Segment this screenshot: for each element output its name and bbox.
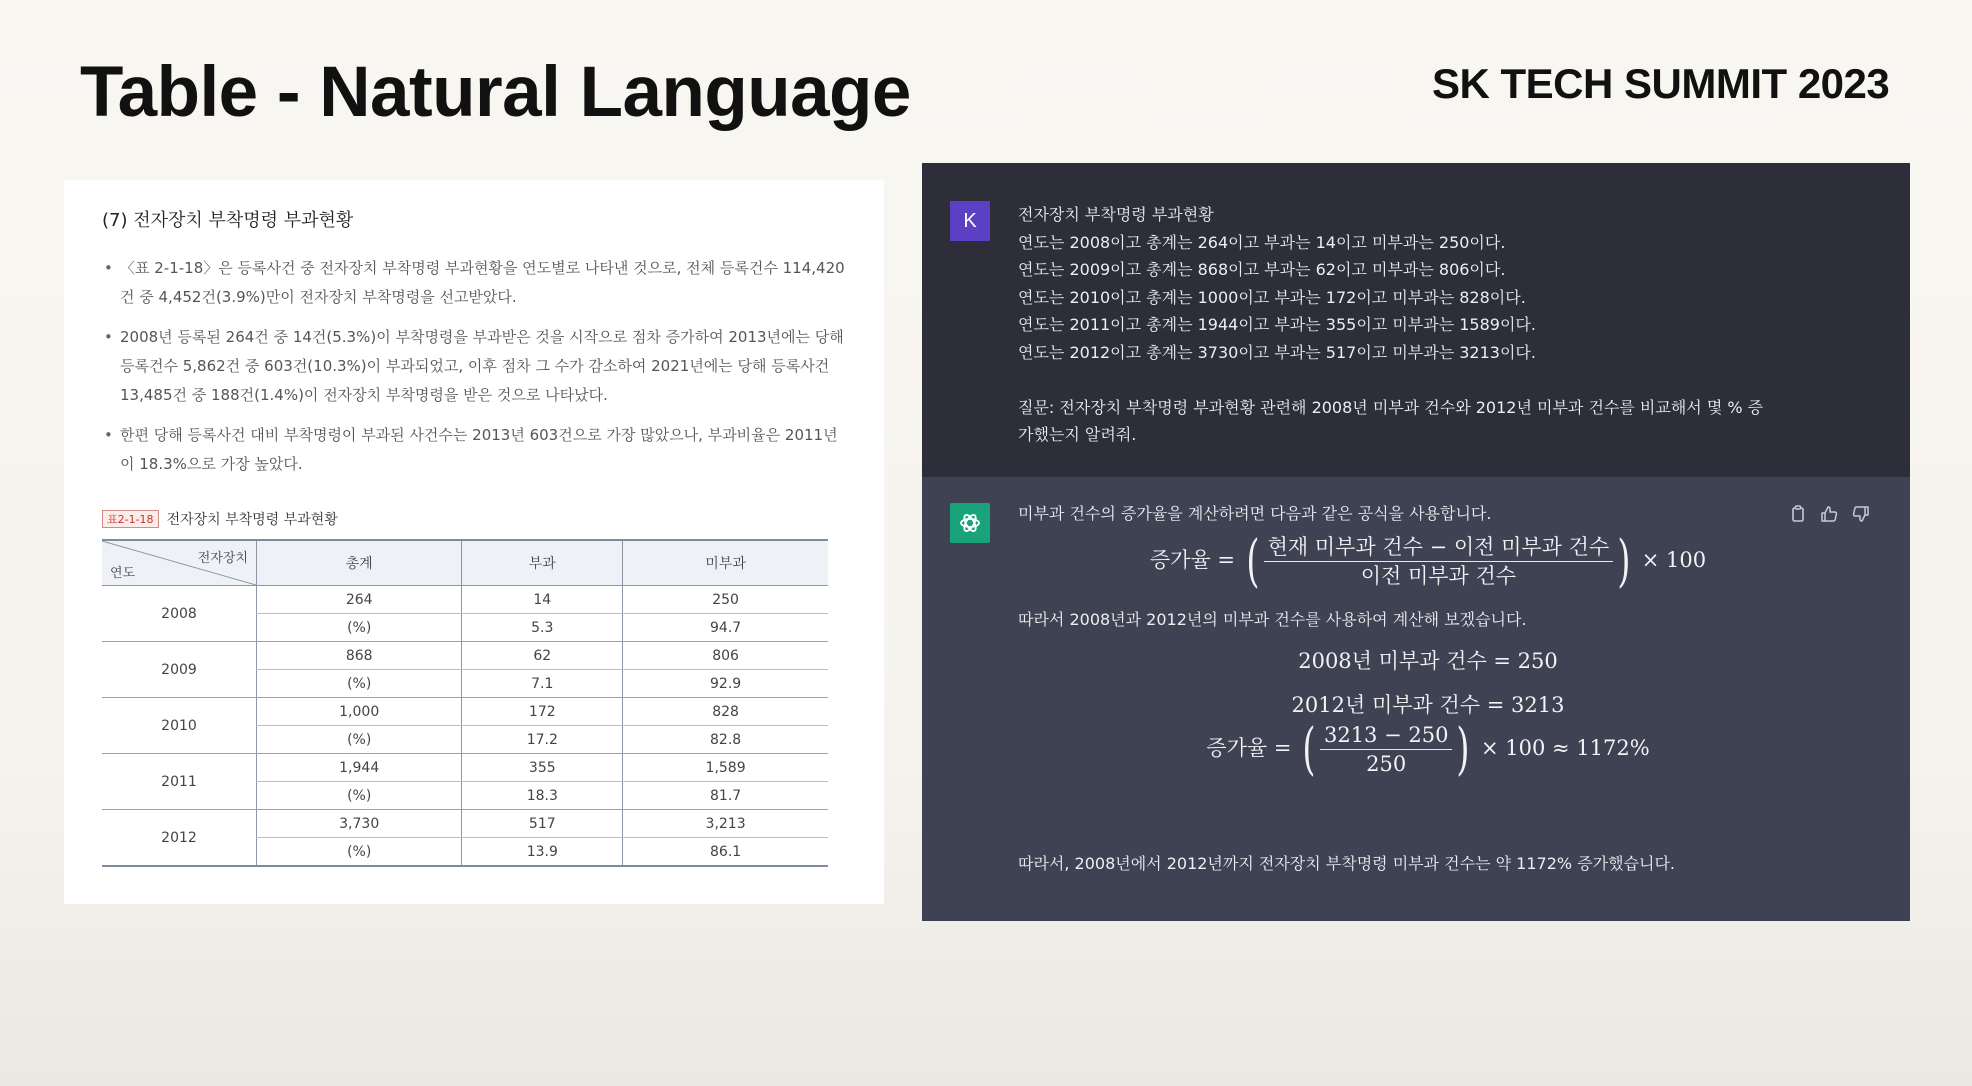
document-bullet-3: • 한편 당해 등록사건 대비 부착명령이 부과된 사건수는 2013년 603건으로 가장 많았으나, 부과비율은 2011년이 18.3%으로 가장 높았다.	[102, 421, 846, 479]
table-cell: 828	[623, 698, 828, 726]
formula-numerator: 현재 미부과 건수 − 이전 미부과 건수	[1264, 533, 1614, 562]
table-row	[102, 642, 828, 670]
formula-denominator: 이전 미부과 건수	[1360, 564, 1517, 588]
calc-numerator: 3213 − 250	[1320, 721, 1452, 750]
thumbs-up-icon[interactable]	[1820, 505, 1838, 527]
calc-lhs: 증가율 =	[1206, 736, 1292, 760]
table-cell: (%)	[257, 838, 462, 867]
table-row	[102, 754, 828, 782]
year-cell: 2008	[102, 586, 257, 642]
table-cell: 62	[462, 642, 623, 670]
table-cell: 172	[462, 698, 623, 726]
table-cell: 868	[257, 642, 462, 670]
table-cell: (%)	[257, 614, 462, 642]
message-actions	[1790, 505, 1870, 527]
table-row	[102, 698, 828, 726]
table-caption-text: 전자장치 부착명령 부과현황	[166, 512, 338, 528]
column-header-imposed: 부과	[462, 540, 623, 586]
source-document	[64, 180, 884, 904]
table-cell: 1,589	[623, 754, 828, 782]
table-cell: 81.7	[623, 782, 828, 810]
equation-2012: 2012년 미부과 건수 = 3213	[1291, 693, 1565, 717]
table-cell: 7.1	[462, 670, 623, 698]
table-cell: 13.9	[462, 838, 623, 867]
user-line: 연도는 2009이고 총계는 868이고 부과는 62이고 미부과는 806이다.	[1018, 260, 1506, 279]
table-cell: 14	[462, 586, 623, 614]
assistant-conclusion: 따라서, 2008년에서 2012년까지 전자장치 부착명령 미부과 건수는 약 1172% 증가했습니다.	[1018, 854, 1675, 873]
copy-icon[interactable]	[1790, 505, 1806, 527]
table-cell: 1,944	[257, 754, 462, 782]
table-cell: 264	[257, 586, 462, 614]
slide-title: Table - Natural Language	[80, 53, 911, 132]
equation-2008: 2008년 미부과 건수 = 250	[1298, 649, 1558, 673]
table-cell: 517	[462, 810, 623, 838]
table-number-tag: 표2-1-18	[102, 510, 159, 528]
user-line: 전자장치 부착명령 부과현황	[1018, 205, 1214, 224]
table-cell: 355	[462, 754, 623, 782]
user-line: 가했는지 알려줘.	[1018, 425, 1137, 444]
calc-fraction	[1320, 721, 1452, 778]
corner-label-top: 전자장치	[197, 551, 248, 566]
table-cell: 17.2	[462, 726, 623, 754]
table-cell: 3,730	[257, 810, 462, 838]
table-header-row	[102, 540, 828, 586]
right-paren: )	[1617, 528, 1631, 594]
user-line: 질문: 전자장치 부착명령 부과현황 관련해 2008년 미부과 건수와 2012년 미부과 건수를 비교해서 몇 % 증	[1018, 397, 1764, 417]
formula-tail: × 100	[1641, 548, 1707, 572]
user-message-text	[1018, 201, 1778, 449]
thumbs-down-icon[interactable]	[1852, 505, 1870, 527]
table-caption	[102, 509, 846, 529]
user-line: 연도는 2008이고 총계는 264이고 부과는 14이고 미부과는 250이다.	[1018, 232, 1506, 252]
table-cell: 250	[623, 586, 828, 614]
chat-panel	[922, 163, 1910, 921]
brand-logo-text: SK TECH SUMMIT 2023	[1432, 60, 1890, 107]
table-cell: 1,000	[257, 698, 462, 726]
assistant-step-text: 따라서 2008년과 2012년의 미부과 건수를 사용하여 계산해 보겠습니다.	[1018, 610, 1527, 629]
year-cell: 2009	[102, 642, 257, 698]
user-line: 연도는 2011이고 총계는 1944이고 부과는 355이고 미부과는 1589이다.	[1018, 315, 1536, 334]
table-row	[102, 586, 828, 614]
formula-lhs: 증가율 =	[1149, 548, 1236, 572]
table-cell: (%)	[257, 782, 462, 810]
column-header-not-imposed: 미부과	[623, 540, 828, 586]
formula-fraction	[1264, 533, 1614, 590]
data-table	[102, 539, 828, 867]
user-line-blank	[1018, 366, 1778, 394]
table-cell: (%)	[257, 670, 462, 698]
user-avatar: K	[950, 201, 990, 241]
right-paren: )	[1456, 716, 1470, 782]
calc-denominator: 250	[1366, 752, 1407, 776]
year-cell: 2012	[102, 810, 257, 867]
left-paren: (	[1302, 716, 1316, 782]
table-row	[102, 810, 828, 838]
year-cell: 2011	[102, 754, 257, 810]
table-cell: 806	[623, 642, 828, 670]
table-corner-header	[102, 540, 257, 586]
document-bullet-2: • 2008년 등록된 264건 중 14건(5.3%)이 부착명령을 부과받은 것을 시작으로 점차 증가하여 2013년에는 당해 등록건수 5,862건 중 603건(10.3%)이 부과되었고, 이후 점차 그 수가 감소하여 2021년에는 당해 등록사건 13,485건 중 188건(1.4%)이 전자장치 부착명령을 받은 것으로 나타났다.	[102, 323, 846, 410]
table-cell: 18.3	[462, 782, 623, 810]
table-cell: (%)	[257, 726, 462, 754]
formula-calculation	[1018, 716, 1838, 782]
table-cell: 5.3	[462, 614, 623, 642]
document-heading: (7) 전자장치 부착명령 부과현황	[102, 210, 354, 231]
formula-general	[1018, 528, 1838, 594]
table-cell: 86.1	[623, 838, 828, 867]
table-cell: 82.8	[623, 726, 828, 754]
assistant-avatar-icon	[950, 503, 990, 543]
user-message	[922, 163, 1910, 477]
year-cell: 2010	[102, 698, 257, 754]
assistant-message	[922, 477, 1910, 921]
left-paren: (	[1246, 528, 1260, 594]
calc-tail: × 100 ≈ 1172%	[1481, 736, 1650, 760]
column-header-total: 총계	[257, 540, 462, 586]
table-cell: 3,213	[623, 810, 828, 838]
table-cell: 92.9	[623, 670, 828, 698]
assistant-intro: 미부과 건수의 증가율을 계산하려면 다음과 같은 공식을 사용합니다.	[1018, 504, 1492, 523]
corner-label-bottom: 연도	[110, 566, 136, 581]
table-cell: 94.7	[623, 614, 828, 642]
user-line: 연도는 2010이고 총계는 1000이고 부과는 172이고 미부과는 828이다.	[1018, 287, 1526, 307]
document-bullet-1: • 〈표 2-1-18〉은 등록사건 중 전자장치 부착명령 부과현황을 연도별로 나타낸 것으로, 전체 등록건수 114,420건 중 4,452건(3.9%)만이 전자장치 부착명령을 선고받았다.	[102, 254, 846, 312]
user-line: 연도는 2012이고 총계는 3730이고 부과는 517이고 미부과는 3213이다.	[1018, 342, 1536, 362]
